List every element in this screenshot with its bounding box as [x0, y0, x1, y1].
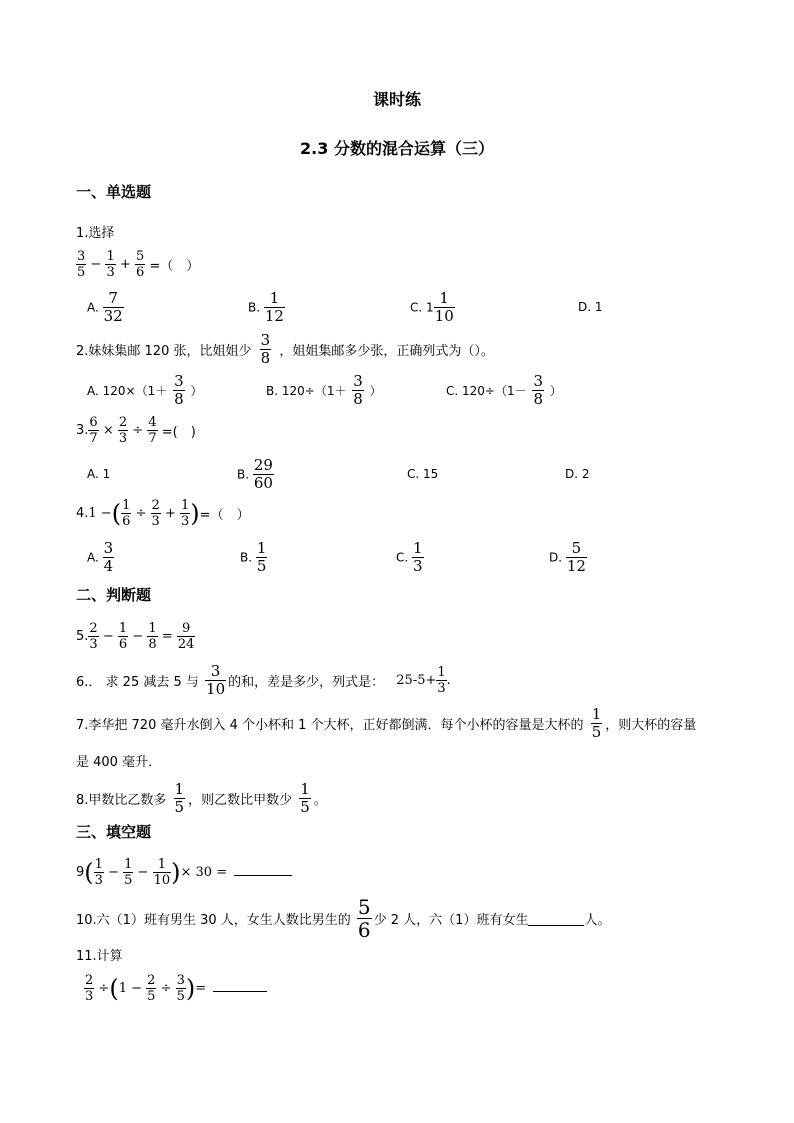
q3-option-b[interactable] [237, 458, 274, 491]
q1-option-a[interactable] [87, 291, 124, 324]
fraction-numerator: 3 [176, 973, 185, 988]
question-8 [76, 782, 327, 815]
fraction-numerator: 6 [89, 415, 98, 430]
fraction-numerator: 3 [353, 372, 363, 390]
question-6-text: 6.． 求 25 减去 5 与 [76, 675, 199, 690]
fraction-denominator: 5 [256, 557, 267, 575]
fraction-numerator: 3 [77, 249, 86, 264]
fraction-denominator: 5 [124, 873, 133, 888]
fraction-denominator: 24 [177, 637, 195, 652]
fraction-denominator: 3 [118, 431, 128, 446]
q4-option-c[interactable] [396, 541, 424, 574]
fraction-numerator: 1 [94, 857, 103, 872]
question-10-end: 人。 [584, 913, 611, 928]
fraction-denominator: 4 [103, 557, 114, 575]
divide-operator: ÷ [160, 981, 172, 996]
option-text: B. 120÷（1＋ [266, 384, 347, 398]
q1-option-b[interactable] [248, 291, 285, 324]
question-2-text: 2.妹妹集邮 120 张，比姐姐少 [76, 344, 252, 359]
fraction-numerator: 2 [118, 415, 128, 430]
q1-option-c[interactable] [410, 291, 455, 324]
q2-option-a[interactable] [87, 374, 202, 407]
q1-option-d[interactable]: D. 1 [578, 300, 603, 314]
option-letter: D. [549, 550, 563, 565]
leading-term: 1 − [88, 506, 112, 521]
fraction-denominator: 5 [591, 723, 602, 741]
q2-option-c[interactable] [446, 374, 562, 407]
answer-blank[interactable] [234, 875, 292, 876]
fraction-numerator: 3 [533, 372, 543, 390]
page-subtitle: 2.3 分数的混合运算（三） [300, 139, 494, 158]
q3-option-d[interactable]: D. 2 [565, 467, 590, 481]
equals-sign: = [195, 981, 207, 996]
question-7-line-1 [76, 707, 696, 740]
fraction-numerator: 2 [89, 621, 98, 636]
question-10-text: 10.六（1）班有男生 30 人，女生人数比男生的 [76, 913, 351, 928]
fraction-denominator: 7 [148, 431, 157, 446]
answer-paren: =( ) [161, 425, 196, 440]
fraction-denominator: 3 [181, 514, 190, 529]
question-8-text: 8.甲数比乙数多 [76, 793, 167, 808]
fraction-denominator: 10 [153, 873, 171, 888]
fraction-numerator: 1 [591, 705, 602, 723]
option-text: A. 120×（1＋ [87, 384, 168, 398]
leading-term: 1 − [118, 981, 142, 996]
question-9-tail: × 30 = [180, 865, 228, 880]
question-7-text: 7.李华把 720 毫升水倒入 4 个小杯和 1 个大杯，正好都倒满．每个小杯的容量是大杯的 [76, 718, 584, 733]
fraction-numerator: 1 [434, 291, 455, 308]
question-5 [76, 622, 195, 651]
fraction-denominator: 6 [118, 637, 128, 652]
option-letter: C. [396, 550, 409, 565]
fraction-numerator: 1 [153, 858, 172, 873]
fraction-denominator: 5 [77, 265, 86, 280]
fraction-numerator: 1 [264, 291, 285, 308]
option-letter: B. [248, 300, 261, 315]
q4-option-a[interactable] [87, 541, 114, 574]
fraction-denominator: 3 [413, 557, 423, 575]
option-text-end: ） [549, 384, 562, 398]
question-number: 4. [76, 506, 89, 521]
question-8-end: 。 [313, 793, 327, 808]
option-text-end: ） [369, 384, 382, 398]
fraction-denominator: 8 [353, 390, 363, 408]
minus-operator: − [102, 629, 114, 644]
fraction-denominator: 5 [174, 798, 185, 816]
plus-operator: + [119, 257, 131, 272]
fraction-numerator: 2 [85, 973, 94, 988]
fraction-numerator: 5 [135, 249, 145, 264]
fraction-numerator: 1 [256, 539, 267, 557]
q4-option-d[interactable] [549, 541, 587, 574]
equals-sign: = [161, 629, 173, 644]
question-8-text-mid: ，则乙数比甲数少 [188, 793, 293, 808]
option-letter: A. [87, 550, 99, 565]
fraction-denominator: 3 [151, 514, 160, 529]
minus-operator: − [137, 865, 149, 880]
fraction-denominator: 8 [533, 390, 543, 408]
fraction-numerator: 4 [148, 415, 157, 430]
minus-operator: − [108, 865, 119, 880]
question-9: 9( $\frac{1}{3}$ − $\frac{1}{5}$ − $\frac{1}{10}$ )× 30 = [76, 858, 292, 887]
fraction-numerator: 3 [103, 539, 114, 557]
fraction-numerator: 29 [253, 456, 273, 474]
fraction-numerator: 3 [174, 372, 184, 390]
fraction-denominator: 8 [148, 637, 157, 652]
fraction-numerator: 1 [174, 780, 185, 798]
fraction-numerator: 2 [151, 498, 160, 513]
answer-blank[interactable] [528, 911, 584, 926]
times-operator: × [102, 423, 114, 438]
page-title: 课时练 [372, 90, 421, 109]
question-number: 9 [76, 865, 85, 880]
fraction-denominator: 8 [260, 349, 271, 367]
question-6-expression: 25-5+ [396, 673, 437, 688]
q3-option-c[interactable]: C. 15 [407, 467, 439, 481]
question-6 [76, 664, 451, 697]
q3-option-a[interactable]: A. 1 [87, 467, 111, 481]
divide-operator: ÷ [98, 981, 110, 996]
option-letter: A. [87, 300, 99, 315]
question-11-label: 11.计算 [76, 949, 123, 964]
fraction-denominator: 6 [135, 265, 145, 280]
minus-operator: − [90, 257, 102, 272]
q4-option-b[interactable] [240, 541, 267, 574]
fraction-numerator: 1 [300, 780, 310, 798]
divide-operator: ÷ [132, 423, 144, 438]
fraction-denominator: 6 [122, 514, 131, 529]
fraction-denominator: 6 [357, 918, 371, 942]
fraction-denominator: 3 [106, 265, 115, 280]
fraction-numerator: 7 [103, 291, 124, 308]
fraction-numerator: 1 [181, 498, 190, 513]
question-2-text-end: ，姐姐集邮多少张，正确列式为（）。 [279, 344, 494, 359]
question-11-expression: $\frac{2}{3}$ ÷(1 − $\frac{2}{5}$ ÷ $\frac{3}{5}$ )= [84, 974, 267, 1003]
fraction-denominator: 12 [566, 557, 586, 575]
fraction-denominator: 7 [89, 431, 98, 446]
fraction-denominator: 8 [174, 390, 184, 408]
fraction-numerator: 1 [413, 539, 423, 557]
fraction-numerator: 1 [124, 857, 133, 872]
q2-option-b[interactable] [266, 374, 382, 407]
question-7-text-end: ，则大杯的容量 [605, 718, 697, 733]
fraction-numerator: 2 [147, 973, 156, 988]
option-text-end: ） [190, 384, 203, 398]
fraction-numerator: 1 [437, 665, 446, 680]
fraction-denominator: 3 [89, 637, 98, 652]
answer-paren: =（ ） [149, 259, 200, 274]
option-letter: B. [237, 467, 250, 482]
question-number: 3. [76, 423, 89, 438]
question-7-line-2: 是 400 毫升． [76, 755, 162, 770]
fraction-numerator: 3 [205, 664, 226, 681]
minus-operator: − [132, 629, 144, 644]
fraction-denominator: 5 [176, 989, 185, 1004]
fraction-numerator: 3 [260, 331, 271, 349]
fraction-denominator: 3 [85, 989, 94, 1004]
section-heading-true-false: 二、判断题 [76, 586, 152, 604]
question-6-text-mid: 的和，差是多少，列式是： [228, 675, 385, 690]
question-2 [76, 333, 494, 366]
fraction-denominator: 10 [206, 680, 226, 698]
fraction-denominator: 5 [147, 989, 156, 1004]
fraction-numerator: 9 [177, 622, 196, 637]
question-4: 4.1 −( $\frac{1}{6}$ ÷ $\frac{2}{3}$ + $\frac{1}{3}$ )=（ ） [76, 498, 250, 529]
answer-paren: =（ ） [199, 508, 250, 523]
question-1-expression [76, 250, 199, 279]
plus-operator: + [164, 506, 176, 521]
fraction-numerator: 1 [118, 621, 128, 636]
question-number: 5. [76, 629, 89, 644]
section-heading-single-choice: 一、单选题 [76, 183, 152, 201]
fraction-denominator: 10 [434, 307, 454, 325]
divide-operator: ÷ [135, 506, 147, 521]
question-6-end: . [446, 673, 451, 688]
fraction-numerator: 5 [357, 895, 371, 919]
fraction-denominator: 3 [437, 681, 446, 696]
question-3 [76, 416, 196, 445]
question-10-text-mid: 少 2 人，六（1）班有女生 [373, 913, 529, 928]
fraction-denominator: 3 [94, 873, 103, 888]
section-heading-fill-blank: 三、填空题 [76, 823, 152, 841]
fraction-denominator: 32 [103, 307, 123, 325]
fraction-denominator: 60 [253, 474, 273, 492]
option-text: C. 120÷（1－ [446, 384, 527, 398]
question-1-label: 1.选择 [76, 226, 115, 241]
fraction-denominator: 12 [264, 307, 284, 325]
answer-blank[interactable] [213, 991, 267, 992]
fraction-denominator: 5 [300, 798, 310, 816]
option-letter: B. [240, 550, 253, 565]
question-10 [76, 897, 610, 940]
option-letter: C. 1 [410, 300, 434, 315]
fraction-numerator: 5 [566, 541, 587, 558]
fraction-numerator: 1 [148, 621, 157, 636]
fraction-numerator: 1 [122, 498, 131, 513]
fraction-numerator: 1 [106, 249, 115, 264]
